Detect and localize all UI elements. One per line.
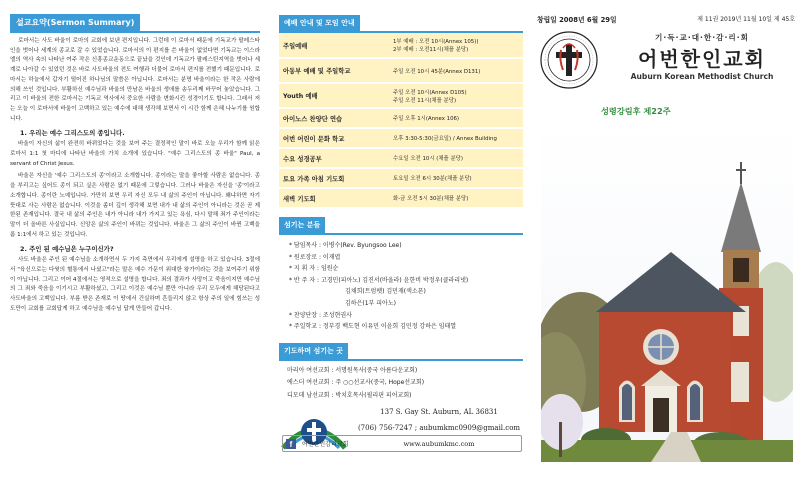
schedule-row (279, 188, 523, 208)
schedule-name: 수요 성경공부 (279, 148, 389, 168)
schedule-time: 주일 오전 10시(Annex D105) 주일 오전 11시(채플 분당) (389, 83, 523, 108)
schedule-row (279, 108, 523, 128)
church-title (609, 32, 795, 81)
schedule-name: 주일예배 (279, 33, 389, 58)
cover-column (537, 10, 795, 475)
contact-phone-email: (706) 756-7247 ; aubumkmc0909@gmail.com (357, 424, 521, 432)
schedule-time: 토요일 오전 6시 30분(채플 분당) (389, 168, 523, 188)
schedule-heading: 예배 안내 및 모임 안내 (279, 15, 360, 31)
contact-website[interactable]: www.aubumkmc.com (403, 440, 475, 448)
schedule-time: 주일 오후 1시(Annex 106) (389, 108, 523, 128)
schedule-name: 아동부 예배 및 주일학교 (279, 58, 389, 83)
schedule-time: 오후 3:30-5:30(금요일) / Annex Building (389, 128, 523, 148)
schedule-row (279, 168, 523, 188)
staff-heading: 섬기는 분들 (279, 217, 325, 233)
liturgical-season: 성령강림후 제22주 (601, 106, 671, 116)
sermon-intro: 로마서는 사도 바울이 로마의 교회에 보낸 편지입니다. 그런데 이 로마서 때문에 기독교가 팔레스타인을 벗어나 세계의 종교로 갈 수 있었습니다. 로마서의 이 편지를 쓴 바울이 없었다면 기독교는 이스라엘의 역사 속의 나타난 여주 작은 신흥종교운동으로 끝났을 것인데 기독교가 팔레스틴지역을 벗어나 세계로 나아갈 수 있었던 것은 바로 사도바울의 전도 여행과 더불어 로마서 편지를 전했기 때문입니다. 로마서는 하늘에서 갑자기 떨어진 하나님의 말씀은 아닙니다. 로마서는 분명 바울이라는 한 작은 사람에 의해 쓰인 것입니다. 부활하신 예수님과 바울의 만남은 바울의 생애를 송두리째 바꾸어 놓았습니다. 그리고 이 바울의 전한 로마서는 기독교 역사에서 중요한 사람을 변화시킨 성경이기도 합니다. 그래서 저는 오늘 이 로마서에 바울이 고백하고 있는 예수에 대해 생각해 보면서 이 시간 함께 은혜 나누기를 원합니다. (10, 38, 260, 122)
staff-line: * 찬양단장 : 조성현권사 (289, 311, 352, 319)
schedule-name: 토요 가족 아침 기도회 (279, 168, 389, 188)
schedule-time: 화-금 오전 5시 30분(채플 분당) (389, 188, 523, 208)
prayer-line: 마리아 여선교회 : 서명원목사(중국 아름다운교회) (287, 366, 418, 374)
staff-line: * 지 휘 자 : 임원순 (289, 265, 339, 273)
staff-line: * 원로장로 : 이재엽 (289, 253, 341, 261)
sermon-column (10, 10, 260, 475)
prayer-line: 에스더 여선교회 : 주 ○○선교사(중국, Hope선교회) (287, 379, 425, 387)
schedule-name: 아이노스 찬양단 연습 (279, 108, 389, 128)
schedule-name: Youth 예배 (279, 83, 389, 108)
schedule-time: 1부 예배 : 오전 10시(Annex 105)) 2부 예배 : 오전11시(채플 분당) (389, 33, 523, 58)
sermon-point1-para2: 바울은 자신을 '예수 그리스도의 종'이라고 소개합니다. 종이라는 말을 좋아할 사람은 없습니다. 종을 부리고는 싶어도 종이 되고 싶은 사람은 없기 때문에 그렇습니다. 그러나 바울은 자신을 '종'이라고 소개합니다. 종이란 노예입니다. 가만히 보면 우리 자신 모두 내 삶의 주인이 아닙니다. 왜냐하면 자기 뜻대로 사는 사람은 없습니다. 이것을 좀더 깊이 생각해 보면 내가 내 삶의 주인이 아니라는 것은 곧 제한된 존재입니다. 결국 내 삶의 주인은 내가 아니라 내가 가지고 있는 욕심, 다시 말해 죄가 주인이라는 말이 더 올바른 사실입니다. 신앙은 삶의 주인이 바뀌는 것입니다. 바울은 그 삶의 주인이 바뀐 고백을 롬 1:1에서 하고 있는 것입니다. (10, 173, 260, 238)
sermon-heading: 설교요약(Sermon Summary) (10, 14, 140, 31)
sermon-heading-rule (10, 31, 260, 33)
sermon-point2-para: 사도 바울은 주인 된 예수님을 소개하면서 두 가지 측면에서 우리에게 설명을 하고 있습니다. 3절에서 "육신으로는 다윗의 혈통에서 나셨고"라는 말은 예수 가문이 위대한 왕가이라는 것을 보여주기 위함이 아닙니다. 그리고 이어 4절에서는 영적으로 설명을 합니다. 죄의 결과가 사망이고 죽음이지만 예수님의 그 죄와 죽음을 이기시고 부활하셨고, 그리고 이것은 예수님 뿐만 아니라 우리 모두에게 해당된다고 사도바울의 고백입니다. 부름 받은 존재로 이 땅에서 건실하며 흔들리지 않고 항상 주의 일에 힘쓰는 성도만이 교회를 교회답게 하고 예수님을 예수님 답게 만들어 갑니다. (10, 257, 260, 312)
staff-line: * 반 주 자 : 고경민(피아노) 김진서(바올라) 윤한비 박정우(클라리넷) (289, 276, 469, 284)
staff-line: * 담임목사 : 이병수(Rev. Byungsoo Lee) (289, 242, 402, 249)
prayer-list (279, 361, 523, 403)
schedule-name: 어번 어린이 문화 학교 (279, 128, 389, 148)
church-name-english: Auburn Korean Methodist Church (630, 72, 774, 81)
established-date: 창립일 2008년 6월 29일 (537, 16, 617, 24)
church-seal-logo (539, 30, 599, 90)
staff-line: 김하은(1부 피아노) (345, 299, 396, 307)
prayer-line: 디모데 남선교회 : 박치호목사(필리핀 피어교회) (287, 391, 412, 399)
schedule-row (279, 128, 523, 148)
schedule-row (279, 148, 523, 168)
info-column (279, 10, 523, 475)
facebook-page-name: 어번한인감리교회 (302, 441, 349, 448)
sermon-point1-title: 1. 우리는 예수 그리스도의 종입니다. (20, 129, 125, 138)
church-name-korean: 어번한인교회 (638, 47, 766, 71)
schedule-table (279, 33, 523, 209)
facebook-bar[interactable] (282, 435, 522, 452)
schedule-time: 수요일 오전 10시 (채플 분당) (389, 148, 523, 168)
schedule-row (279, 33, 523, 58)
staff-line: 김채희(트럼펫) 김민재(색소폰) (345, 288, 426, 296)
schedule-row (279, 83, 523, 108)
staff-list (279, 235, 523, 333)
staff-line: * 주일학교 : 정부경 백도현 이유민 이윤희 김민정 강하은 임태열 (289, 323, 457, 331)
prayer-heading: 기도하며 섬기는 곳 (279, 343, 348, 359)
schedule-name: 새벽 기도회 (279, 188, 389, 208)
denomination: 기·독·교·대·한·감·리·회 (655, 33, 749, 42)
sermon-point1-para1: 바울이 자신의 삶이 완전히 바뀌었다는 것을 보여 주는 결정적인 말이 바로 오늘 우리가 함께 읽은 로마서 1:1 첫 마디에 나타난 바울의 가치 소개에 있습니다. "예수 그리스도의 종 바울" Paul, a servant of Christ Jesus. (10, 141, 260, 167)
contact-address: 137 S. Gay St. Auburn, AL 36831 (380, 408, 498, 416)
issue-line (537, 10, 795, 24)
schedule-row (279, 58, 523, 83)
church-building-photo (541, 122, 793, 462)
facebook-icon: f (286, 439, 296, 449)
schedule-time: 주일 오전 10시 45분(Annex D131) (389, 58, 523, 83)
issue-number: 제 11권 2019년 11월 10일 제 45호 (697, 16, 795, 23)
sermon-point2-title: 2. 주인 된 예수님은 누구이신가? (20, 245, 114, 254)
